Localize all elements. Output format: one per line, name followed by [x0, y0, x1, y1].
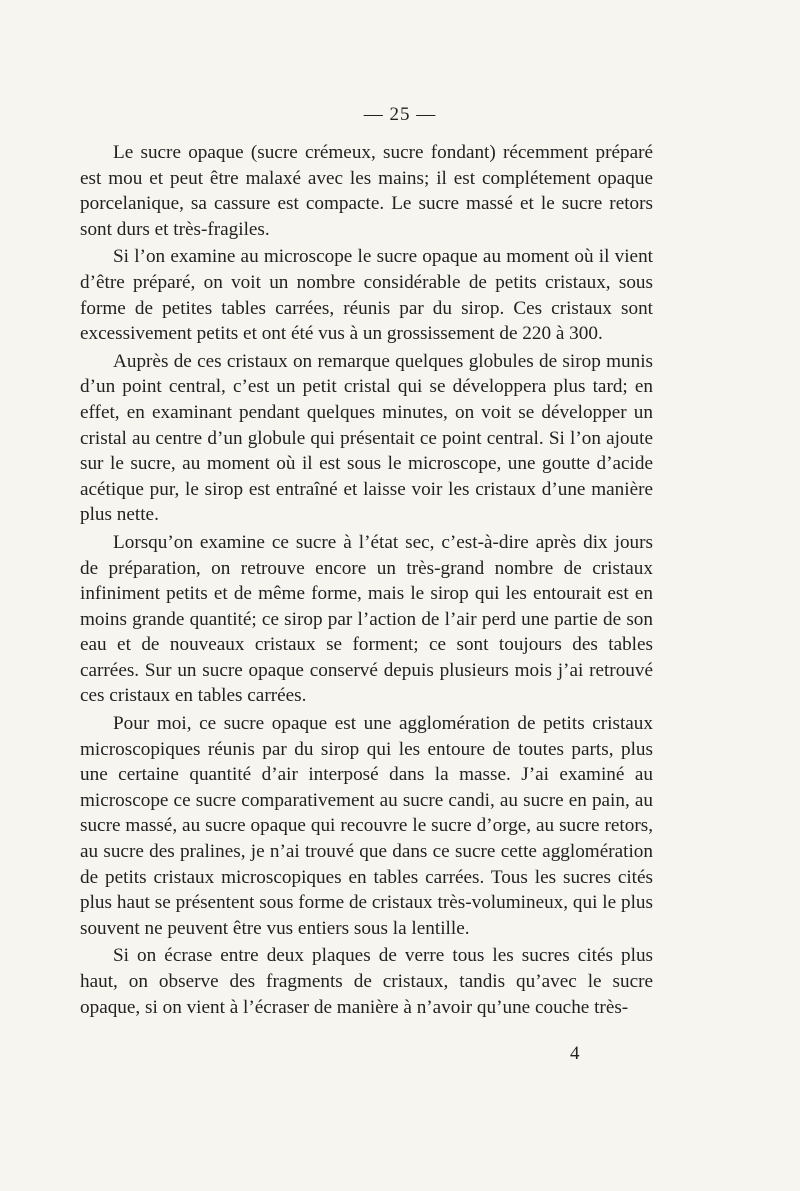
paragraph: Lorsqu’on examine ce sucre à l’état sec, c’est-à-dire après dix jours de préparation, on retrouve encore un très-grand nombre de cristaux infiniment petits et de même forme, mais le sirop qui les entourait est en moins grande quantité; ce sirop par l’action de l’air perd une partie de son eau et de nouveaux cristaux se forment; ce sont toujours des tables carrées. Sur un sucre opaque conservé depuis plusieurs mois j’ai retrouvé ces cristaux en tables carrées.	[80, 531, 653, 707]
paragraph: Pour moi, ce sucre opaque est une agglomération de petits cristaux microscopiques réunis par du sirop qui les entoure de toutes parts, plus une certaine quantité d’air interposé dans la masse. J’ai examiné au microscope ce sucre comparativement au sucre candi, au sucre en pain, au sucre massé, au sucre opaque qui recouvre le sucre d’orge, au sucre retors, au sucre des pralines, je n’ai trouvé que dans ce sucre cette agglomération de petits cristaux microscopiques en tables carrées. Tous les sucres cités plus haut se présentent sous forme de cristaux très-volumineux, qui le plus souvent ne peuvent être vus entiers sous la lentille.	[80, 713, 653, 939]
paragraph: Si on écrase entre deux plaques de verre tous les sucres cités plus haut, on observe des fragments de cristaux, tandis qu’avec le sucre opaque, si on vient à l’écraser de manière à n’avoir qu’une couche très-	[80, 945, 653, 1018]
page-number: — 25 —	[363, 104, 437, 125]
paragraph: Auprès de ces cristaux on remarque quelques globules de sirop munis d’un point central, c’est un petit cristal qui se développera plus tard; en effet, en examinant pendant quelques minutes, on voit se développer un cristal au centre d’un globule qui présentait ce point central. Si l’on ajoute sur le sucre, au moment où il est sous le microscope, une goutte d’acide acétique pur, le sirop est entraîné et laisse voir les cristaux d’une manière plus nette.	[80, 350, 653, 526]
paragraph: Le sucre opaque (sucre crémeux, sucre fondant) récemment préparé est mou et peut être malaxé avec les mains; il est complétement opaque porcelanique, sa cassure est compacte. Le sucre massé et le sucre retors sont durs et très-fragiles.	[80, 142, 653, 240]
paragraph: Si l’on examine au microscope le sucre opaque au moment où il vient d’être préparé, on voit un nombre considérable de petits cristaux, sous forme de petites tables carrées, réunis par du sirop. Ces cristaux sont excessivement petits et ont été vus à un grossissement de 220 à 300.	[80, 246, 653, 345]
signature-mark: 4	[570, 1043, 580, 1064]
body-text	[80, 140, 653, 1022]
